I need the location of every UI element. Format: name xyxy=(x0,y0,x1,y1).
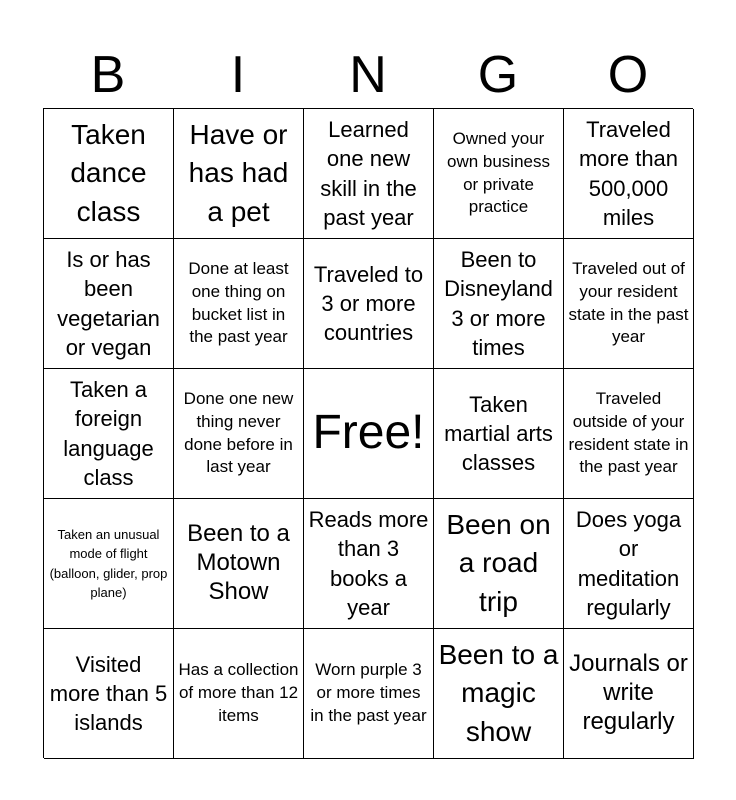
cell-text: Worn purple 3 or more times in the past year xyxy=(310,660,427,725)
cell-text: Has a collection of more than 12 items xyxy=(178,660,299,725)
bingo-cell[interactable] xyxy=(44,109,174,239)
cell-text: Learned one new skill in the past year xyxy=(320,117,417,230)
bingo-cell[interactable] xyxy=(434,499,564,629)
bingo-cell[interactable] xyxy=(434,109,564,239)
bingo-cell[interactable] xyxy=(564,239,694,369)
header-letter-g: G xyxy=(477,46,519,104)
bingo-cell[interactable] xyxy=(174,499,304,629)
cell-text: Been to a Motown Show xyxy=(187,520,290,605)
bingo-cell[interactable] xyxy=(174,629,304,759)
bingo-cell[interactable] xyxy=(434,369,564,499)
cell-text: Taken dance class xyxy=(70,118,147,227)
cell-text: Does yoga or meditation regularly xyxy=(575,507,682,620)
bingo-cell[interactable] xyxy=(44,499,174,629)
cell-text: Taken a foreign language class xyxy=(63,377,154,490)
cell-text: Done one new thing never done before in last year xyxy=(183,388,294,477)
cell-text: Reads more than 3 books a year xyxy=(308,507,429,620)
cell-text: Done at least one thing on bucket list in the past year xyxy=(188,258,289,347)
cell-text: Taken martial arts classes xyxy=(444,391,553,476)
bingo-cell[interactable] xyxy=(434,629,564,759)
bingo-header xyxy=(43,42,693,108)
bingo-cell[interactable] xyxy=(44,629,174,759)
bingo-cell[interactable] xyxy=(174,239,304,369)
cell-text: Been to a magic show xyxy=(438,638,559,747)
bingo-cell[interactable] xyxy=(564,369,694,499)
cell-text: Traveled to 3 or more countries xyxy=(313,261,424,346)
bingo-cell[interactable] xyxy=(304,109,434,239)
bingo-cell[interactable] xyxy=(564,499,694,629)
bingo-cell[interactable] xyxy=(304,239,434,369)
free-space-cell[interactable] xyxy=(304,369,434,499)
cell-text: Been to Disneyland 3 or more times xyxy=(444,247,553,360)
bingo-cell[interactable] xyxy=(434,239,564,369)
header-letter-n: N xyxy=(349,46,387,104)
header-letter-b: B xyxy=(90,46,126,104)
bingo-cell[interactable] xyxy=(564,629,694,759)
cell-text: Have or has had a pet xyxy=(188,118,289,227)
header-letter-i: I xyxy=(230,46,246,104)
cell-text: Taken an unusual mode of flight (balloon, glider, prop plane) xyxy=(49,526,168,600)
cell-text: Traveled more than 500,000 miles xyxy=(578,117,679,230)
cell-text: Been on a road trip xyxy=(446,508,551,617)
cell-text: Owned your own business or private practice xyxy=(446,128,550,217)
cell-text: Traveled outside of your resident state in the past year xyxy=(568,388,689,477)
bingo-cell[interactable] xyxy=(44,239,174,369)
cell-text: Journals or write regularly xyxy=(569,650,688,735)
header-letter-o: O xyxy=(607,46,649,104)
bingo-cell[interactable] xyxy=(304,499,434,629)
bingo-cell[interactable] xyxy=(564,109,694,239)
bingo-cell[interactable] xyxy=(44,369,174,499)
cell-text: Traveled out of your resident state in the past year xyxy=(568,258,689,347)
cell-text: Is or has been vegetarian or vegan xyxy=(57,247,160,360)
bingo-cell[interactable] xyxy=(174,109,304,239)
bingo-cell[interactable] xyxy=(304,629,434,759)
cell-text: Visited more than 5 islands xyxy=(49,651,168,736)
free-space-text: Free! xyxy=(312,406,425,460)
bingo-cell[interactable] xyxy=(174,369,304,499)
bingo-card-grid xyxy=(43,108,693,758)
